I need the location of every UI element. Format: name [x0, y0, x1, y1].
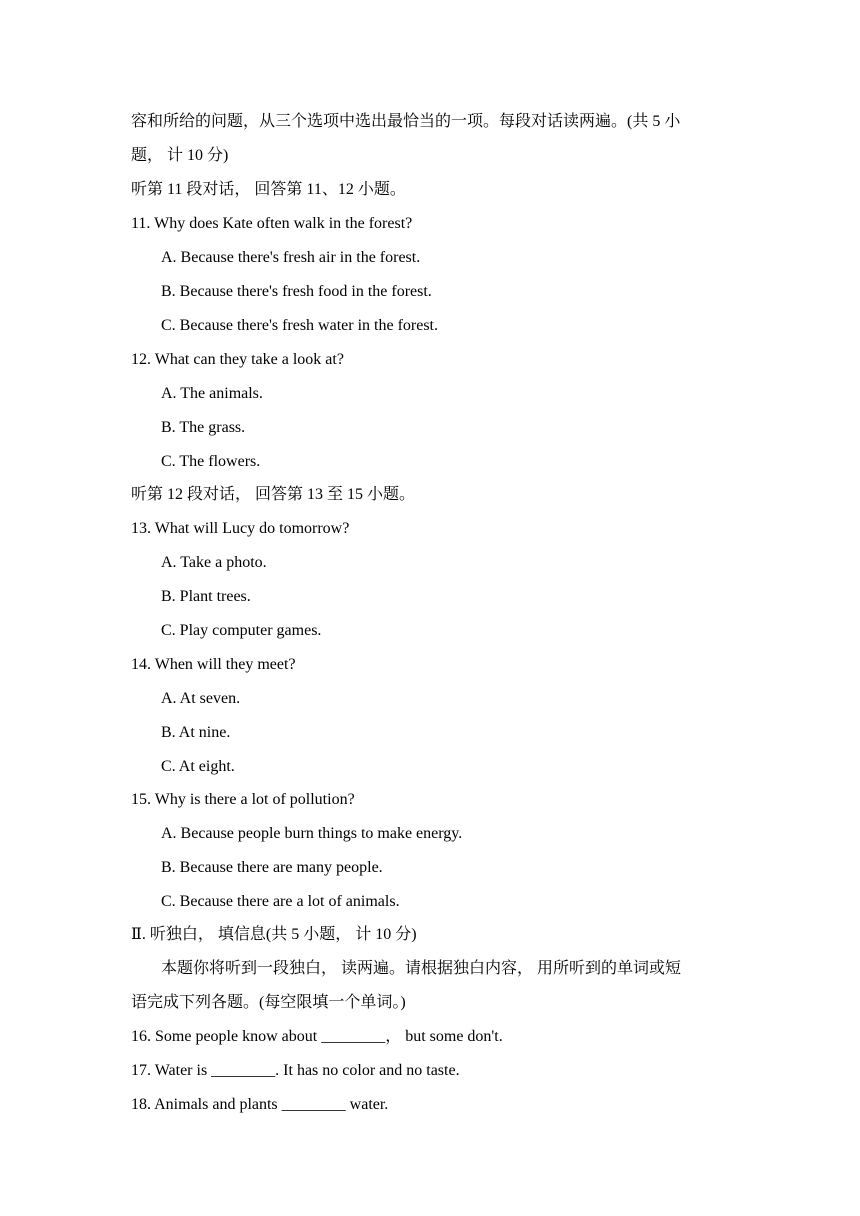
- intro-line-1: 容和所给的问题，从三个选项中选出最恰当的一项。每段对话读两遍。(共 5 小: [131, 113, 681, 130]
- question-14-option-b: B. At nine.: [161, 724, 231, 741]
- question-13-option-c: C. Play computer games.: [161, 622, 322, 639]
- fill-item-18: 18. Animals and plants ________ water.: [131, 1096, 389, 1113]
- question-11-option-a: A. Because there's fresh air in the forest.: [161, 249, 421, 266]
- question-15-option-c: C. Because there are a lot of animals.: [161, 893, 400, 910]
- fill-item-17: 17. Water is ________. It has no color and no taste.: [131, 1062, 460, 1079]
- question-11-option-b: B. Because there's fresh food in the forest.: [161, 283, 432, 300]
- dialogue-12-heading: 听第 12 段对话， 回答第 13 至 15 小题。: [131, 486, 416, 503]
- question-11-option-c: C. Because there's fresh water in the forest.: [161, 317, 438, 334]
- question-11: 11. Why does Kate often walk in the forest?: [131, 215, 413, 232]
- fill-item-16: 16. Some people know about ________， but some don't.: [131, 1028, 503, 1045]
- question-15: 15. Why is there a lot of pollution?: [131, 791, 355, 808]
- question-15-option-a: A. Because people burn things to make energy.: [161, 825, 463, 842]
- question-13: 13. What will Lucy do tomorrow?: [131, 520, 350, 537]
- question-14: 14. When will they meet?: [131, 656, 296, 673]
- question-15-option-b: B. Because there are many people.: [161, 859, 383, 876]
- question-14-option-a: A. At seven.: [161, 690, 241, 707]
- intro-line-2: 题， 计 10 分): [131, 147, 229, 164]
- dialogue-11-heading: 听第 11 段对话， 回答第 11、12 小题。: [131, 181, 406, 198]
- question-12-option-a: A. The animals.: [161, 385, 263, 402]
- question-13-option-b: B. Plant trees.: [161, 588, 251, 605]
- question-13-option-a: A. Take a photo.: [161, 554, 267, 571]
- question-12-option-c: C. The flowers.: [161, 453, 261, 470]
- section-2-instruction-1: 本题你将听到一段独白， 读两遍。请根据独白内容， 用所听到的单词或短: [161, 960, 682, 977]
- question-12: 12. What can they take a look at?: [131, 351, 344, 368]
- question-14-option-c: C. At eight.: [161, 758, 235, 775]
- section-2-instruction-2: 语完成下列各题。(每空限填一个单词。): [131, 994, 406, 1011]
- section-2-heading: Ⅱ. 听独白， 填信息(共 5 小题， 计 10 分): [131, 926, 417, 943]
- question-12-option-b: B. The grass.: [161, 419, 246, 436]
